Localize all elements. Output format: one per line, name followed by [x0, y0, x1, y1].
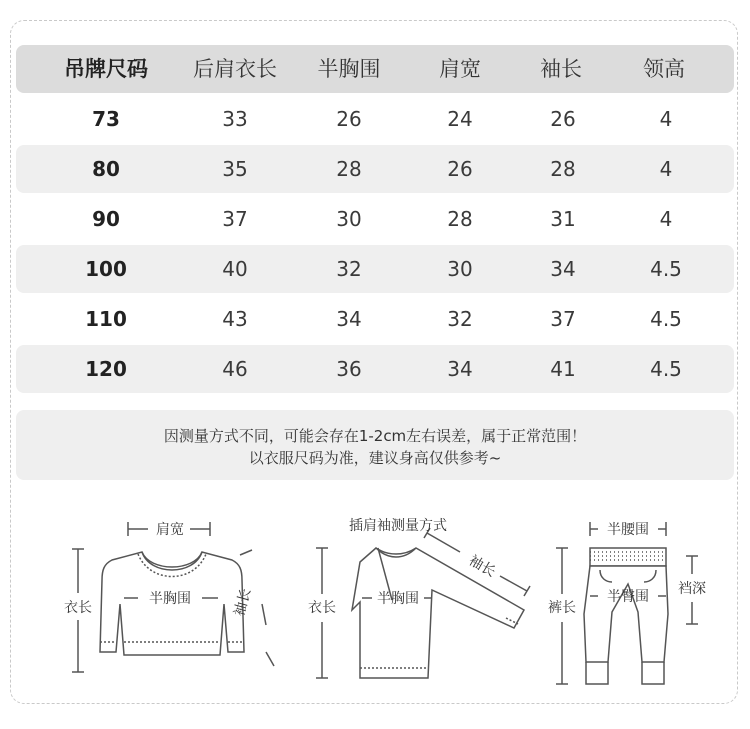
header-back-length: 后肩衣长	[193, 57, 277, 81]
pants-waist-label: 半腰围	[607, 522, 649, 538]
table-cell: 28	[336, 157, 362, 181]
table-cell: 37	[550, 307, 576, 331]
table-cell: 28	[550, 157, 576, 181]
pants-length-label: 裤长	[548, 600, 576, 616]
raglan-title-label: 插肩袖测量方式	[349, 518, 447, 534]
size-cell: 80	[92, 157, 120, 181]
table-row	[16, 195, 734, 243]
table-cell: 37	[222, 207, 248, 231]
table-cell: 34	[336, 307, 362, 331]
table-cell: 26	[336, 107, 362, 131]
raglan-chest-label: 半胸围	[377, 591, 419, 607]
size-cell: 100	[85, 257, 127, 281]
table-cell: 28	[447, 207, 473, 231]
table-cell: 36	[336, 357, 362, 381]
sweater-shoulder-label: 肩宽	[156, 522, 184, 538]
sweater-chest-label: 半胸围	[149, 591, 191, 607]
table-cell: 4.5	[650, 357, 682, 381]
table-row	[16, 245, 734, 293]
header-sleeve: 袖长	[540, 57, 582, 81]
header-shoulder: 肩宽	[439, 57, 481, 81]
table-cell: 30	[336, 207, 362, 231]
table-cell: 43	[222, 307, 248, 331]
sweater-length-label: 衣长	[64, 600, 92, 616]
table-cell: 34	[550, 257, 576, 281]
table-cell: 32	[336, 257, 362, 281]
size-table-header	[16, 45, 734, 93]
size-cell: 90	[92, 207, 120, 231]
table-cell: 32	[447, 307, 473, 331]
header-size-tag: 吊牌尺码	[64, 57, 148, 81]
table-row	[16, 345, 734, 393]
table-row	[16, 145, 734, 193]
table-cell: 34	[447, 357, 473, 381]
table-cell: 35	[222, 157, 248, 181]
table-cell: 40	[222, 257, 248, 281]
table-cell: 4	[659, 207, 673, 231]
pants-rise-label: 裆深	[678, 581, 706, 597]
table-cell: 4.5	[650, 257, 682, 281]
table-cell: 24	[447, 107, 473, 131]
table-cell: 46	[222, 357, 248, 381]
table-cell: 30	[447, 257, 473, 281]
table-cell: 26	[447, 157, 473, 181]
raglan-illustration	[316, 528, 530, 678]
table-cell: 4.5	[650, 307, 682, 331]
raglan-length-label: 衣长	[308, 600, 336, 616]
size-cell: 73	[92, 107, 120, 131]
size-cell: 110	[85, 307, 127, 331]
header-half-chest: 半胸围	[317, 57, 381, 81]
sweater-sleeve-label: 袖长	[231, 586, 255, 619]
size-cell: 120	[85, 357, 127, 381]
raglan-sleeve-label: 袖长	[465, 552, 499, 581]
table-cell: 31	[550, 207, 576, 231]
table-cell: 33	[222, 107, 248, 131]
table-row	[16, 95, 734, 143]
table-cell: 4	[659, 107, 673, 131]
measurement-note	[16, 410, 734, 480]
measurement-illustrations	[0, 500, 750, 700]
table-cell: 4	[659, 157, 673, 181]
note-line-2: 以衣服尺码为准，建议身高仅供参考~	[248, 449, 502, 467]
pants-hip-label: 半臀围	[607, 589, 649, 605]
table-cell: 26	[550, 107, 576, 131]
table-cell: 41	[550, 357, 576, 381]
table-row	[16, 295, 734, 343]
header-collar: 领高	[643, 57, 685, 81]
note-line-1: 因测量方式不同，可能会存在1-2cm左右误差，属于正常范围！	[163, 427, 587, 445]
